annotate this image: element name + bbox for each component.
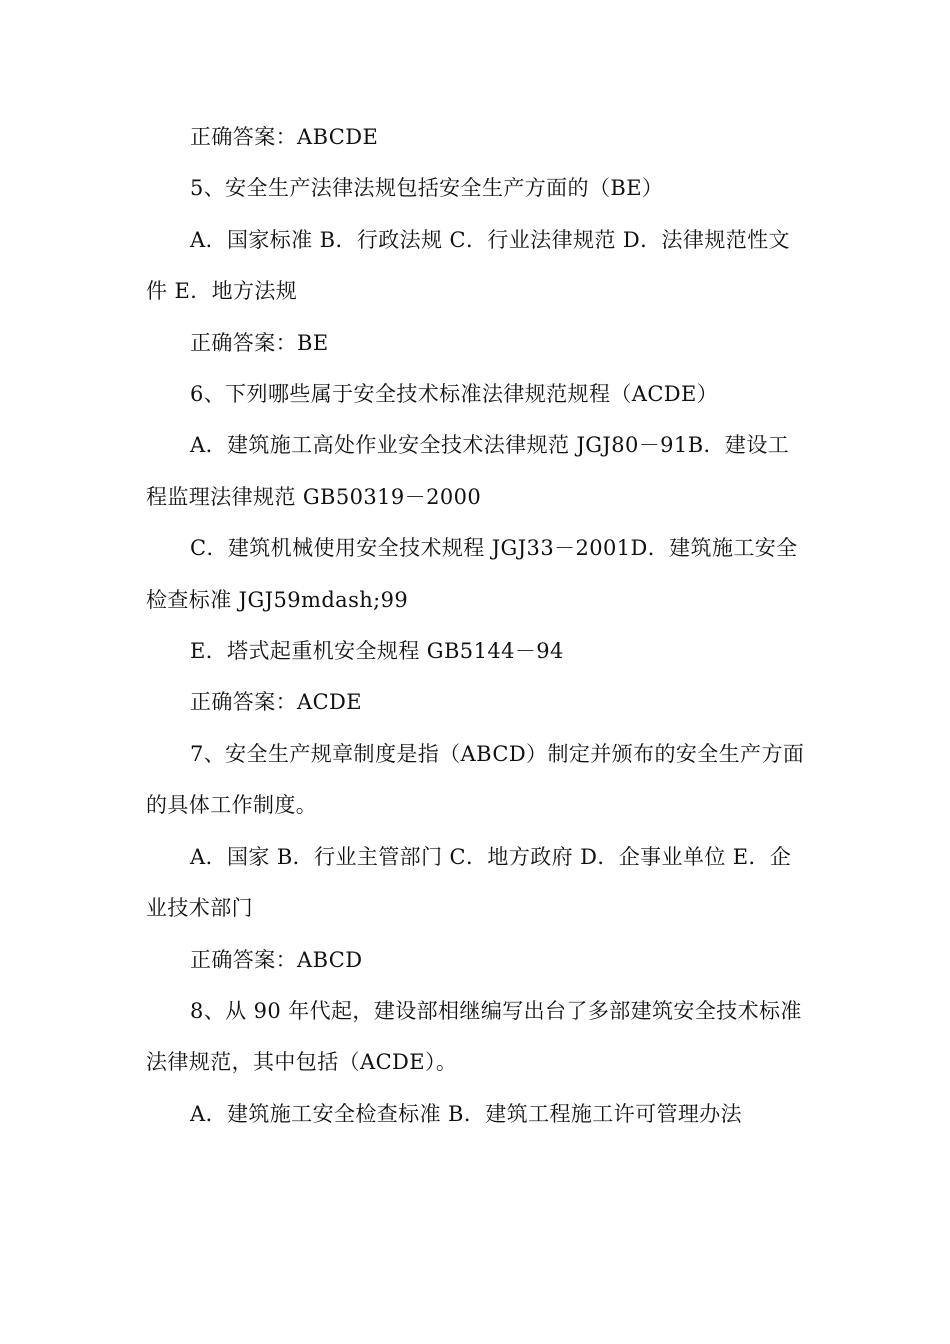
question-6: 6、下列哪些属于安全技术标准法律规范规程（ACDE） — [190, 382, 719, 407]
options-q6-e: E．塔式起重机安全规程 GB5144－94 — [190, 639, 564, 664]
answer-line-q5: 正确答案：BE — [190, 330, 329, 355]
document-body — [146, 112, 806, 1140]
answer-line-q4: 正确答案：ABCDE — [190, 125, 379, 149]
options-q8: A．建筑施工安全检查标准 B．建筑工程施工许可管理办法 — [190, 1101, 743, 1126]
question-8: 8、从 90 年代起，建设部相继编写出台了多部建筑安全技术标准法律规范，其中包括（ACDE）。 — [146, 998, 802, 1075]
answer-line-q6: 正确答案：ACDE — [190, 690, 362, 715]
question-7: 7、安全生产规章制度是指（ABCD）制定并颁布的安全生产方面的具体工作制度。 — [146, 741, 805, 818]
options-q6-ab: A．建筑施工高处作业安全技术法律规范 JGJ80－91B．建设工程监理法律规范 GB50319－2000 — [146, 433, 790, 509]
options-q7: A．国家 B．行业主管部门 C．地方政府 D．企事业单位 E．企业技术部门 — [146, 844, 792, 921]
options-q6-cd: C．建筑机械使用安全技术规程 JGJ33－2001D．建筑施工安全检查标准 JGJ59mdash;99 — [146, 536, 798, 612]
options-q5: A．国家标准 B．行政法规 C．行业法律规范 D．法律规范性文件 E．地方法规 — [146, 227, 790, 304]
question-5: 5、安全生产法律法规包括安全生产方面的（BE） — [190, 176, 664, 201]
answer-line-q7: 正确答案：ABCD — [190, 947, 363, 972]
